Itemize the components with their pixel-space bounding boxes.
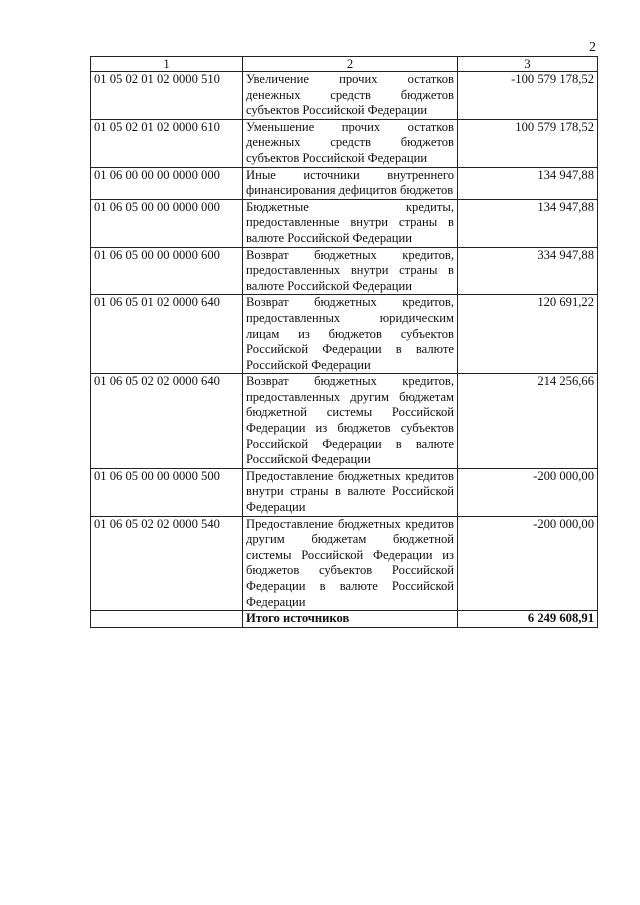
row-description: Иные источники внутреннего финансирования дефицитов бюджетов [243,167,458,199]
table-row [91,72,598,120]
total-label: Итого источников [243,611,458,628]
column-header: 2 [243,57,458,72]
budget-code: 01 05 02 01 02 0000 510 [91,72,243,120]
column-header: 3 [458,57,598,72]
row-amount: 214 256,66 [458,374,598,469]
table-row [91,199,598,247]
row-amount: 134 947,88 [458,167,598,199]
row-description: Возврат бюджетных кредитов, предоставленных внутри страны в валюте Российской Федерации [243,247,458,295]
column-header: 1 [91,57,243,72]
table-row [91,295,598,374]
budget-code: 01 05 02 01 02 0000 610 [91,119,243,167]
budget-code: 01 06 05 02 02 0000 540 [91,516,243,611]
row-description: Предоставление бюджетных кредитов другим бюджетам бюджетной системы Российской Федерации из бюджетов субъектов Российской Федерации в валюте Российской Федерации [243,516,458,611]
page-number: 2 [589,40,596,55]
table-header-row [91,57,598,72]
row-amount: 334 947,88 [458,247,598,295]
table-row [91,119,598,167]
row-description: Возврат бюджетных кредитов, предоставленных другим бюджетам бюджетной системы Российской Федерации из бюджетов субъектов Российской Федерации в валюте Российской Федерации [243,374,458,469]
budget-code: 01 06 05 02 02 0000 640 [91,374,243,469]
row-amount: 100 579 178,52 [458,119,598,167]
table-row [91,167,598,199]
row-description: Уменьшение прочих остатков денежных средств бюджетов субъектов Российской Федерации [243,119,458,167]
row-amount: -100 579 178,52 [458,72,598,120]
budget-code: 01 06 05 00 00 0000 600 [91,247,243,295]
table-row [91,374,598,469]
budget-code: 01 06 05 01 02 0000 640 [91,295,243,374]
table-row [91,468,598,516]
row-description: Предоставление бюджетных кредитов внутри страны в валюте Российской Федерации [243,468,458,516]
row-description: Возврат бюджетных кредитов, предоставленных юридическим лицам из бюджетов субъектов Российской Федерации в валюте Российской Федерации [243,295,458,374]
budget-code: 01 06 00 00 00 0000 000 [91,167,243,199]
table-row [91,516,598,611]
row-amount: 134 947,88 [458,199,598,247]
total-row [91,611,598,628]
budget-code: 01 06 05 00 00 0000 500 [91,468,243,516]
total-code [91,611,243,628]
row-description: Увеличение прочих остатков денежных средств бюджетов субъектов Российской Федерации [243,72,458,120]
row-description: Бюджетные кредиты, предоставленные внутри страны в валюте Российской Федерации [243,199,458,247]
row-amount: 120 691,22 [458,295,598,374]
row-amount: -200 000,00 [458,516,598,611]
budget-code: 01 06 05 00 00 0000 000 [91,199,243,247]
row-amount: -200 000,00 [458,468,598,516]
budget-sources-table [90,56,598,628]
total-amount: 6 249 608,91 [458,611,598,628]
table-row [91,247,598,295]
